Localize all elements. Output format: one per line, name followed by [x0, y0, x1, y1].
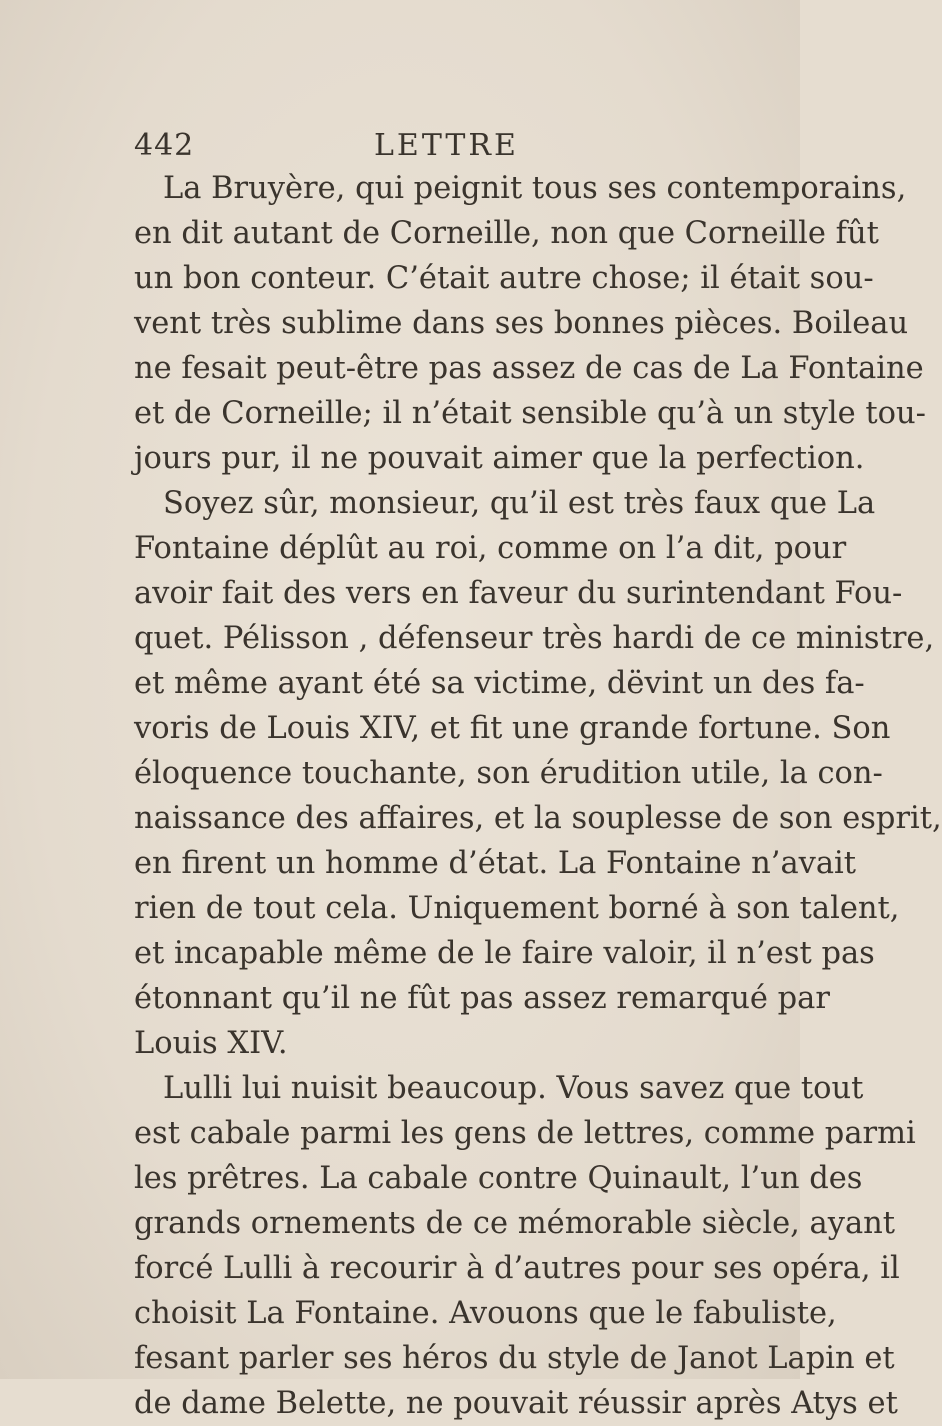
text-line: Soyez sûr, monsieur, qu’il est très faux que La	[163, 486, 876, 521]
page-number: 442	[134, 128, 195, 163]
running-title: LETTRE	[374, 128, 519, 163]
text-line: un bon conteur. C’était autre chose; il était sou-	[134, 261, 874, 296]
text-line: jours pur, il ne pouvait aimer que la perfection.	[134, 441, 865, 476]
text-line: Lulli lui nuisit beaucoup. Vous savez que tout	[163, 1071, 864, 1106]
text-line: forcé Lulli à recourir à d’autres pour ses opéra, il	[134, 1251, 900, 1286]
text-line: les prêtres. La cabale contre Quinault, l’un des	[134, 1161, 863, 1196]
text-line: avoir fait des vers en faveur du surintendant Fou-	[134, 576, 903, 611]
text-line: Fontaine déplût au roi, comme on l’a dit, pour	[134, 531, 847, 566]
text-line: ne fesait peut-être pas assez de cas de La Fontaine	[134, 351, 924, 386]
text-line: et incapable même de le faire valoir, il n’est pas	[134, 936, 875, 971]
text-line: voris de Louis XIV, et fit une grande fortune. Son	[134, 711, 891, 746]
text-line: vent très sublime dans ses bonnes pièces. Boileau	[134, 306, 909, 341]
text-line: éloquence touchante, son érudition utile, la con-	[134, 756, 883, 791]
running-head	[134, 128, 690, 168]
text-line: quet. Pélisson , défenseur très hardi de ce ministre,	[134, 621, 935, 656]
text-line: naissance des affaires, et la souplesse de son esprit,	[134, 801, 942, 836]
text-line: Louis XIV.	[134, 1026, 288, 1061]
text-line: choisit La Fontaine. Avouons que le fabuliste,	[134, 1296, 837, 1331]
text-line: en dit autant de Corneille, non que Corneille fût	[134, 216, 879, 251]
text-line: grands ornements de ce mémorable siècle, ayant	[134, 1206, 896, 1241]
text-line: La Bruyère, qui peignit tous ses contemporains,	[163, 171, 907, 206]
text-line: étonnant qu’il ne fût pas assez remarqué par	[134, 981, 830, 1016]
text-line: de dame Belette, ne pouvait réussir après Atys et	[134, 1386, 898, 1421]
text-line: en firent un homme d’état. La Fontaine n’avait	[134, 846, 857, 881]
text-line: fesant parler ses héros du style de Janot Lapin et	[134, 1341, 895, 1376]
text-line: et même ayant été sa victime, dëvint un des fa-	[134, 666, 865, 701]
text-line: et de Corneille; il n’était sensible qu’à un style tou-	[134, 396, 926, 431]
text-line: rien de tout cela. Uniquement borné à son talent,	[134, 891, 900, 926]
text-line: est cabale parmi les gens de lettres, comme parmi	[134, 1116, 916, 1151]
